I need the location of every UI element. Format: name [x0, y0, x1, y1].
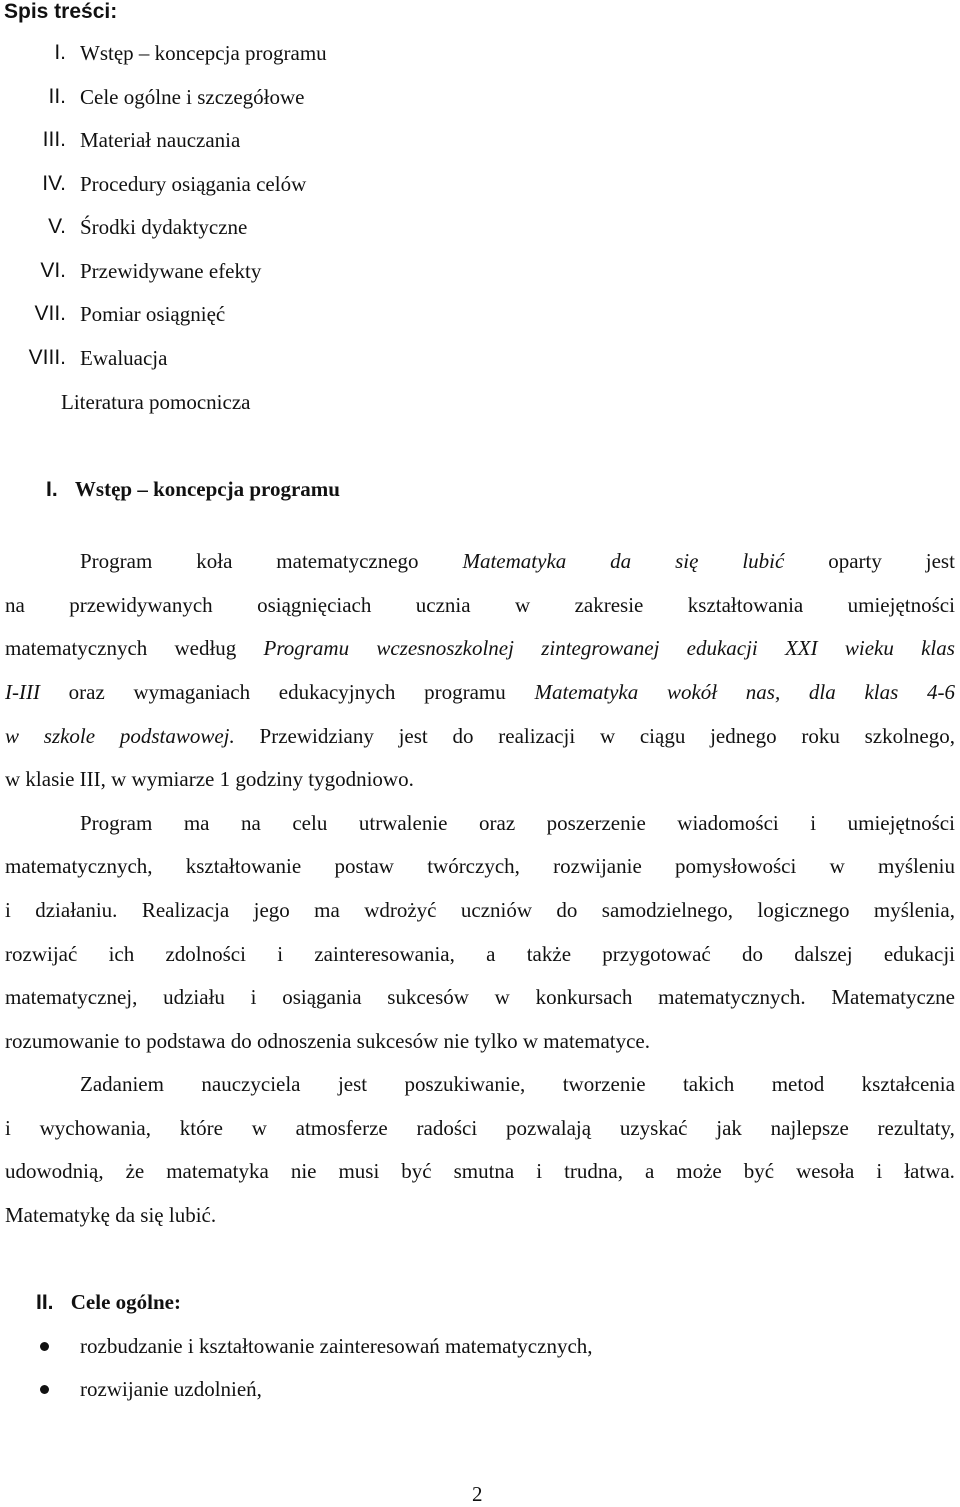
section-number: II. [36, 1291, 54, 1314]
word: matematycznej, [5, 985, 138, 1009]
word: edukacyjnych [278, 680, 396, 704]
word: 4-6 [926, 680, 955, 704]
word: udowodnią, [5, 1159, 104, 1183]
word: w [5, 724, 20, 748]
word: da [610, 549, 632, 573]
word: programu [424, 680, 506, 704]
toc-item-text: Ewaluacja [80, 346, 168, 370]
word: a [644, 1159, 655, 1183]
word: wczesnoszkolnej [376, 636, 514, 660]
word: ich [108, 942, 135, 966]
word: i [810, 811, 817, 835]
word: wiadomości [677, 811, 779, 835]
word: przewidywanych [69, 593, 213, 617]
word: rezultaty, [877, 1116, 955, 1140]
word: w [494, 985, 510, 1009]
word: matematycznego [276, 549, 419, 573]
word: jego [253, 898, 290, 922]
section-heading [46, 477, 340, 502]
word: ciągu [639, 724, 686, 748]
word: postaw [334, 854, 394, 878]
word: samodzielnego, [601, 898, 733, 922]
word: osiągnięciach [257, 593, 372, 617]
toc-item-text: Materiał nauczania [80, 128, 241, 152]
toc-item-text: Pomiar osiągnięć [80, 302, 226, 326]
word: w [514, 593, 531, 617]
word: XXI [784, 636, 818, 660]
word: i [5, 898, 11, 922]
p2-line-5 [5, 985, 955, 1010]
p3-line-3 [5, 1159, 955, 1184]
word: ucznia [415, 593, 471, 617]
word: wesoła [796, 1159, 855, 1183]
toc-item [0, 346, 66, 372]
p3-line-1 [80, 1072, 955, 1097]
p2-line-1 [80, 811, 955, 836]
bullet-icon [40, 1342, 49, 1351]
toc-item-number: VIII. [28, 346, 66, 369]
word: się [675, 549, 699, 573]
word: być [743, 1159, 775, 1183]
word: zakresie [574, 593, 644, 617]
word: matematycznych. [658, 985, 806, 1009]
section-number: I. [46, 478, 58, 501]
p1-line-6 [5, 767, 955, 792]
word: umiejętności [847, 811, 955, 835]
p1-line-2 [5, 593, 955, 618]
word: rozwijanie [553, 854, 642, 878]
toc-item [0, 215, 66, 241]
word: kształtowania [687, 593, 804, 617]
word: I-III [5, 680, 40, 704]
word: myślenia, [873, 898, 955, 922]
word: edukacji [883, 942, 955, 966]
word: które [179, 1116, 223, 1140]
word: metod [771, 1072, 825, 1096]
word: uzyskać [619, 1116, 688, 1140]
word: i [250, 985, 257, 1009]
word: jak [716, 1116, 742, 1140]
word: jest [398, 724, 428, 748]
word: jest [925, 549, 955, 573]
word: koła [196, 549, 233, 573]
p2-line-6 [5, 1029, 955, 1054]
word: takich [682, 1072, 735, 1096]
word: matematycznych, [5, 854, 153, 878]
toc-item [0, 85, 66, 111]
toc-item-text: Cele ogólne i szczegółowe [80, 85, 305, 109]
toc-title: Spis treści: [4, 0, 118, 23]
word: rozwijać [5, 942, 78, 966]
p3-line-4 [5, 1203, 955, 1228]
word: matematycznych [5, 636, 148, 660]
word: kształtowanie [185, 854, 302, 878]
word: kształcenia [861, 1072, 955, 1096]
word: działaniu. [35, 898, 118, 922]
word: szkolnego, [864, 724, 955, 748]
word: zintegrowanej [541, 636, 660, 660]
word: do [452, 724, 474, 748]
p1-line-3 [5, 636, 955, 661]
toc-item [0, 259, 66, 285]
word: nas, [745, 680, 781, 704]
line-text: rozumowanie to podstawa do odnoszenia sukcesów nie tylko w matematyce. [5, 1029, 650, 1053]
word: Przewidziany [259, 724, 374, 748]
word: poszukiwanie, [404, 1072, 526, 1096]
word: roku [801, 724, 840, 748]
word: Matematyka [534, 680, 639, 704]
word: wymaganiach [133, 680, 251, 704]
word: że [125, 1159, 145, 1183]
toc-item [0, 302, 66, 328]
word: wieku [844, 636, 894, 660]
word: osiągania [282, 985, 362, 1009]
toc-item-text: Środki dydaktyczne [80, 215, 248, 239]
word: na [241, 811, 261, 835]
p2-line-3 [5, 898, 955, 923]
toc-item-text: Przewidywane efekty [80, 259, 262, 283]
toc-item-text: Procedury osiągania celów [80, 172, 307, 196]
word: dla [808, 680, 836, 704]
word: dalszej [794, 942, 853, 966]
toc-item [0, 128, 66, 154]
word: Realizacja [141, 898, 230, 922]
page-number: 2 [472, 1482, 483, 1506]
word: do [742, 942, 764, 966]
word: oparty [828, 549, 882, 573]
toc-item-number: IV. [42, 172, 66, 195]
toc-item [0, 41, 66, 67]
word: twórczych, [427, 854, 520, 878]
toc-item-number: II. [48, 85, 66, 108]
word: i [277, 942, 284, 966]
word: przygotować [602, 942, 711, 966]
word: także [526, 942, 572, 966]
word: Programu [263, 636, 350, 660]
p2-line-2 [5, 854, 955, 879]
word: nauczyciela [201, 1072, 301, 1096]
word: najlepsze [770, 1116, 849, 1140]
word: szkole [43, 724, 96, 748]
word: umiejętności [847, 593, 955, 617]
word: atmosferze [295, 1116, 388, 1140]
toc-item-number: V. [48, 215, 66, 238]
word: poszerzenie [546, 811, 646, 835]
word: celu [292, 811, 328, 835]
word: musi [338, 1159, 380, 1183]
list-item-text: rozbudzanie i kształtowanie zainteresowań matematycznych, [80, 1334, 593, 1358]
word: wdrożyć [364, 898, 437, 922]
word: Program [80, 811, 153, 835]
word: do [556, 898, 578, 922]
word: ma [314, 898, 340, 922]
word: Zadaniem [80, 1072, 164, 1096]
word: klas [864, 680, 899, 704]
word: konkursach [535, 985, 633, 1009]
list-item-text: rozwijanie uzdolnień, [80, 1377, 262, 1401]
line-text: Matematykę da się lubić. [5, 1203, 217, 1227]
section-title: Wstęp – koncepcja programu [74, 477, 340, 501]
word: realizacji [498, 724, 576, 748]
p1-line-5 [5, 724, 955, 749]
line-text: w klasie III, w wymiarze 1 godziny tygodniowo. [5, 767, 414, 791]
word: tworzenie [562, 1072, 646, 1096]
word: trudna, [564, 1159, 623, 1183]
word: edukacji [686, 636, 758, 660]
word: oraz [68, 680, 105, 704]
toc-item [0, 172, 66, 198]
word: udziału [163, 985, 225, 1009]
word: podstawowej. [119, 724, 235, 748]
word: ma [183, 811, 210, 835]
word: nie [290, 1159, 317, 1183]
word: łatwa. [904, 1159, 955, 1183]
bullet-icon [40, 1385, 49, 1394]
word: sukcesów [387, 985, 469, 1009]
word: radości [416, 1116, 478, 1140]
word: oraz [479, 811, 516, 835]
word: na [5, 593, 25, 617]
toc-item-number: VI. [40, 259, 66, 282]
word: myśleniu [877, 854, 955, 878]
word: wychowania, [39, 1116, 151, 1140]
word: pomysłowości [675, 854, 797, 878]
p2-line-4 [5, 942, 955, 967]
word: a [486, 942, 496, 966]
toc-item-number: III. [42, 128, 66, 151]
word: i [5, 1116, 11, 1140]
toc-item-text: Wstęp – koncepcja programu [80, 41, 327, 65]
word: klas [921, 636, 955, 660]
word: lubić [742, 549, 785, 573]
word: i [536, 1159, 543, 1183]
word: według [174, 636, 237, 660]
word: matematyka [166, 1159, 269, 1183]
word: być [401, 1159, 432, 1183]
word: może [676, 1159, 722, 1183]
p1-line-4 [5, 680, 955, 705]
word: wokół [666, 680, 718, 704]
p3-line-2 [5, 1116, 955, 1141]
p1-line-1 [80, 549, 955, 574]
word: w [251, 1116, 267, 1140]
word: Program [80, 549, 153, 573]
word: w [599, 724, 616, 748]
word: i [876, 1159, 883, 1183]
word: Matematyka [462, 549, 567, 573]
toc-item-number: I. [54, 41, 66, 64]
section-title: Cele ogólne: [70, 1290, 181, 1314]
word: zainteresowania, [314, 942, 455, 966]
toc-extra-item: Literatura pomocnicza [61, 390, 251, 414]
word: zdolności [165, 942, 246, 966]
word: jednego [710, 724, 777, 748]
toc-item-number: VII. [34, 302, 66, 325]
word: smutna [453, 1159, 515, 1183]
word: w [829, 854, 845, 878]
word: utrwalenie [358, 811, 448, 835]
section-heading [36, 1290, 181, 1315]
word: logicznego [757, 898, 850, 922]
word: pozwalają [505, 1116, 592, 1140]
word: uczniów [460, 898, 533, 922]
word: jest [337, 1072, 368, 1096]
word: Matematyczne [831, 985, 955, 1009]
